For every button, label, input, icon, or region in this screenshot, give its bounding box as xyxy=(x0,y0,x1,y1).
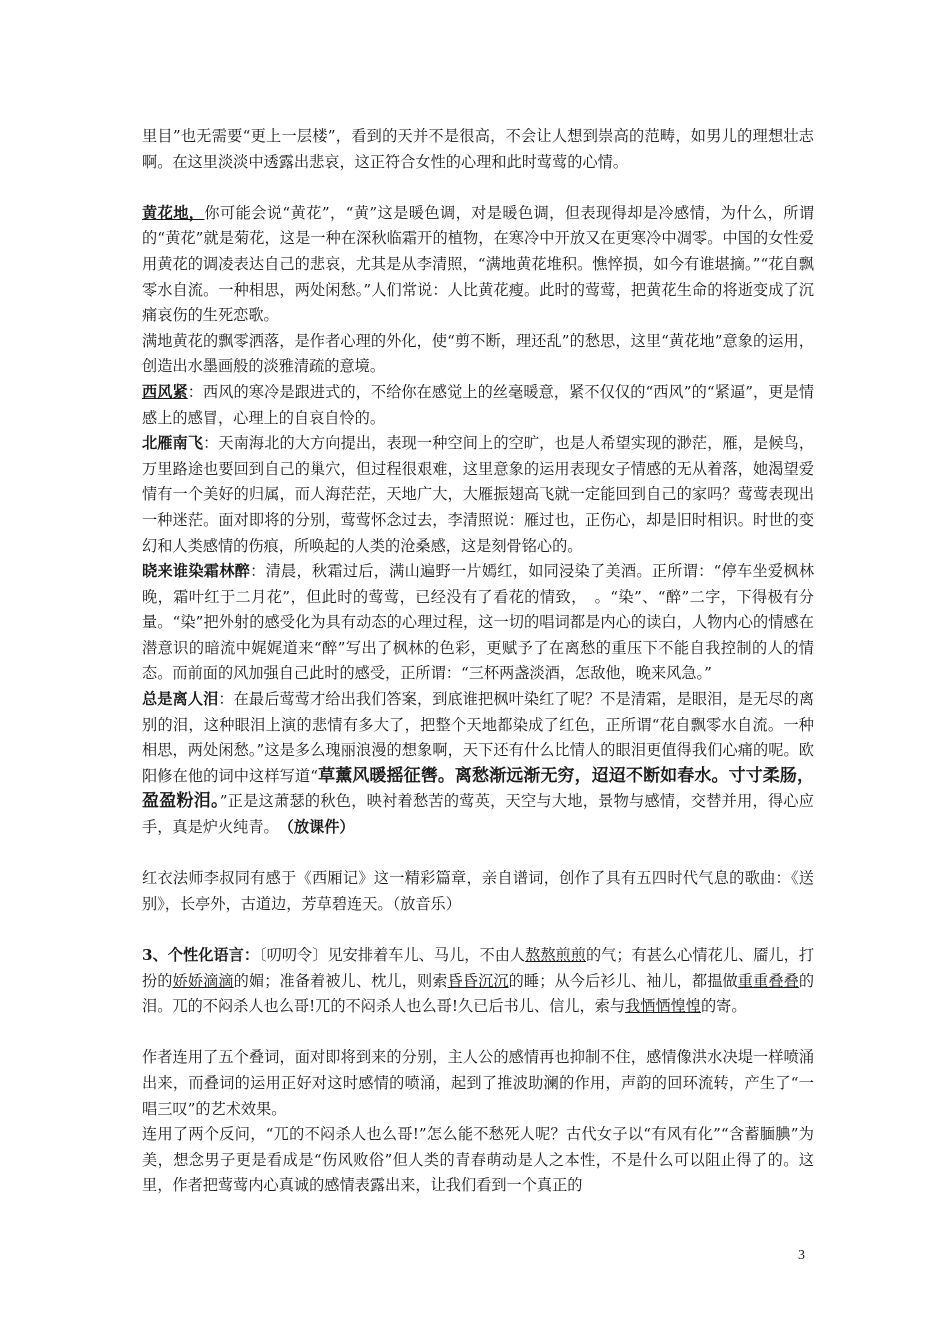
reduplicated-word: 我恓恓惶惶 xyxy=(625,997,701,1016)
paragraph-fanwen: 连用了两个反问，“兀的不闷杀人也么哥!”怎么能不愁死人呢？古代女子以“有风有化”“含蓄腼腆”为美，想念男子更是看成是“伤风败俗”但人类的青春萌动是人之本性，不是什么可以阻止得了的。这里，作者把莺莺内心真诚的感情表露出来，让我们看到一个真正的 xyxy=(142,1125,814,1195)
spacer xyxy=(142,175,814,201)
paragraph-text: 的泪。兀的不闷杀人也么哥!兀的不闷杀人也么哥!久已后书儿、信儿，索与 xyxy=(142,971,815,1016)
paragraph-gexinghua xyxy=(142,943,814,1020)
paragraph-songbie: 红衣法师李叔同有感于《西厢记》这一精彩篇章，亲自谱词，创作了具有五四时代气息的歌曲：《送别》，长亭外，古道边，芳草碧连天。（放音乐） xyxy=(142,869,814,913)
term-lirenlei: 总是离人泪 xyxy=(142,690,219,709)
term-huanghuadi: 黄花地， xyxy=(142,203,205,222)
paragraph-text: ：在最后莺莺才给出我们答案，到底谁把枫叶染红了呢？不是清霜，是眼泪，是无尽的离别的泪，这种眼泪上演的悲情有多大了，把整个天地都染成了红色，正所谓“花自飘零水自流。一种相思，两处闲愁。”这是多么瑰丽浪漫的想象啊，天下还有什么比情人的眼泪更值得我们心痛的呢。欧阳修在他的词中这样写道“ xyxy=(142,690,815,785)
document-body xyxy=(142,124,814,1199)
paragraph-text: 的睡；从今后衫儿、袖儿，都揾做 xyxy=(508,971,738,990)
paragraph-xiaolai xyxy=(142,559,814,687)
paragraph-text: 你可能会说“黄花”，“黄”这是暖色调，对是暖色调，但表现得却是冷感情，为什么，所谓的“黄花”就是菊花，这是一种在深秋临霜开的植物，在寒冷中开放又在更寒冷中凋零。中国的女性爱用黄花的调凌表达自己的悲哀，尤其是从李清照，“满地黄花堆积。憔悴损，如今有谁堪摘。”“花自飘零水自流。一种相思，两处闲愁。”人们常说：人比黄花瘦。此时的莺莺，把黄花生命的将逝变成了沉痛哀伤的生死恋歌。 xyxy=(142,203,815,325)
reduplicated-word: 昏昏沉沉 xyxy=(447,971,509,990)
paragraph-text: ：西风的寒冷是跟进式的，不给你在感觉上的丝毫暖意，紧不仅仅的“西风”的“紧逼”，更是情感上的感冒，心理上的自哀自怜的。 xyxy=(142,382,815,427)
paragraph-text: 的气；有甚么心情花儿、靥儿，打扮的 xyxy=(142,946,815,990)
paragraph-huanghuadi xyxy=(142,201,814,329)
term-beiyannanfei: 北雁南飞 xyxy=(142,434,204,453)
reduplicated-word: 熬熬煎煎 xyxy=(525,946,586,964)
spacer xyxy=(142,917,814,943)
term-xifengjin: 西风紧 xyxy=(142,382,188,401)
paragraph-text: ：天南海北的大方向提出，表现一种空间上的空旷，也是人希望实现的渺茫，雁，是候鸟，万里路途也要回到自己的巢穴，但过程很艰难，这里意象的运用表现女子情感的无从着落，她渴望爱情有一个美好的归属，而人海茫茫，天地广大，大雁振翅高飞就一定能回到自己的家吗？莺莺表现出一种迷茫。面对即将的分别，莺莺怀念过去，李清照说：雁过也，正伤心，却是旧时相识。时世的变幻和人类感情的伤痕，所唤起的人类的沧桑感，这是刻骨铭心的。 xyxy=(142,434,815,555)
quoted-poem: 草薰风暖摇征辔。离愁渐远渐无穷，迢迢不断如春水。寸寸柔肠，盈盈粉泪。 xyxy=(142,765,815,812)
reduplicated-word: 重重叠叠 xyxy=(737,971,799,990)
spacer xyxy=(142,841,814,867)
paragraph-huanghua-yixiang: 满地黄花的飘零洒落，是作者心理的外化，使“剪不断，理还乱”的愁思，这里“黄花地”意象的运用，创造出水墨画般的淡雅清疏的意境。 xyxy=(142,331,814,376)
paragraph-text: 〔叨叨令〕见安排着车儿、马儿，不由人 xyxy=(259,946,526,964)
paragraph-beiyannanfei xyxy=(142,431,814,559)
paragraph-text: 的寄。 xyxy=(700,997,747,1016)
paragraph-text: ”正是这萧瑟的秋色，映衬着愁苦的莺英，天空与大地，景物与感情，交替并用，得心应手，真是炉火纯青。 xyxy=(142,792,814,837)
spacer xyxy=(142,1020,814,1046)
paragraph-dieci: 作者连用了五个叠词，面对即将到来的分别，主人公的感情再也抑制不住，感情像洪水决堤一样喷涌出来，而叠词的运用正好对这时感情的喷涌，起到了推波助澜的作用，声韵的回环流转，产生了“一唱三叹”的艺术效果。 xyxy=(142,1048,814,1118)
paragraph-intro: 里目”也无需要“更上一层楼”，看到的天并不是很高，不会让人想到崇高的范畴，如男儿的理想壮志啊。在这里淡淡中透露出悲哀，这正符合女性的心理和此时莺莺的心情。 xyxy=(142,127,814,171)
paragraph-lirenlei xyxy=(142,687,814,841)
paragraph-text: ：清晨，秋霜过后，满山遍野一片嫣红，如同浸染了美酒。正所谓：“停车坐爱枫林晚，霜叶红于二月花”，但此时的莺莺，已经没有了看花的情致， 。“染”、“醉”二字，下得极有分量。“染”把外射的感受化为具有动态的心理过程，这一切的唱词都是内心的读白，人物内心的情感在潜意识的暗流中娓娓道来“醉”写出了枫林的色彩，更赋予了在离愁的重压下不能自我控制的人的情态。而前面的风加强自己此时的感受，正所谓：“三杯两盏淡酒，怎敌他，晚来风急。” xyxy=(142,562,815,683)
paragraph-xifengjin xyxy=(142,380,814,431)
section-heading: 3、个性化语言： xyxy=(142,946,260,964)
paragraph-text: 的媚；准备着被儿、枕儿，则索 xyxy=(233,971,448,990)
term-xiaolai: 晓来谁染霜林醉 xyxy=(142,562,251,581)
reduplicated-word: 娇娇滴滴 xyxy=(172,971,234,990)
stage-note: （放课件） xyxy=(286,818,355,837)
page-number: 3 xyxy=(798,1248,805,1263)
